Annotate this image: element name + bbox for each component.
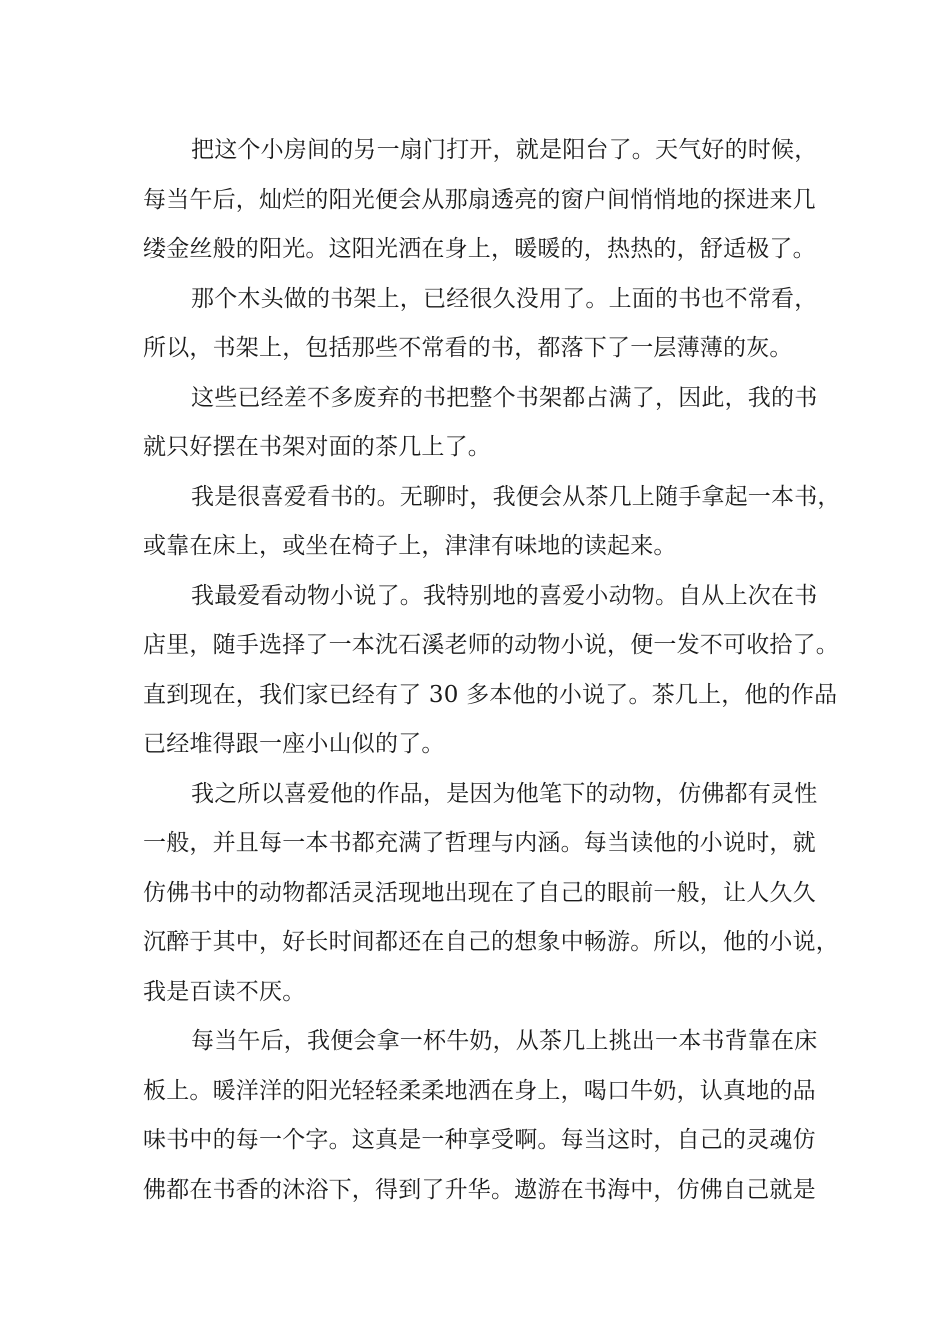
text-line: 沉醉于其中，好长时间都还在自己的想象中畅游。所以，他的小说， <box>143 929 839 955</box>
paragraph <box>143 374 833 473</box>
paragraph <box>143 770 839 1018</box>
text-line: 所以，书架上，包括那些不常看的书，都落下了一层薄薄的灰。 <box>143 335 793 361</box>
text-line: 直到现在，我们家已经有了 30 多本他的小说了。茶几上，他的作品 <box>143 681 838 708</box>
text-line: 把这个小房间的另一扇门打开，就是阳台了。天气好的时候， <box>191 137 818 163</box>
text-line: 或靠在床上，或坐在椅子上，津津有味地的读起来。 <box>143 533 677 559</box>
text-line: 我是百读不厌。 <box>143 978 306 1005</box>
text-line: 佛都在书香的沐浴下，得到了升华。遨游在书海中，仿佛自己就是 <box>143 1176 816 1203</box>
text-line: 缕金丝般的阳光。这阳光洒在身上，暖暖的，热热的，舒适极了。 <box>143 236 816 262</box>
paragraph <box>143 572 839 770</box>
text-line: 每当午后，灿烂的阳光便会从那扇透亮的窗户间悄悄地的探进来几 <box>143 186 816 213</box>
paragraph <box>143 126 833 275</box>
text-line: 我之所以喜爱他的作品，是因为他笔下的动物，仿佛都有灵性 <box>191 780 818 807</box>
text-line: 店里，随手选择了一本沈石溪老师的动物小说，便一发不可收拾了。 <box>143 632 839 658</box>
text-line: 每当午后，我便会拿一杯牛奶，从茶几上挑出一本书背靠在床 <box>191 1028 818 1054</box>
paragraph <box>143 473 841 572</box>
text-line: 我是很喜爱看书的。无聊时，我便会从茶几上随手拿起一本书， <box>191 483 841 510</box>
text-line: 我最爱看动物小说了。我特别地的喜爱小动物。自从上次在书 <box>191 582 818 609</box>
paragraph <box>143 275 833 374</box>
text-line: 那个木头做的书架上，已经很久没用了。上面的书也不常看， <box>191 285 818 312</box>
text-line: 板上。暖洋洋的阳光轻轻柔柔地洒在身上，喝口牛奶，认真地的品 <box>143 1077 816 1104</box>
text-line: 仿佛书中的动物都活灵活现地出现在了自己的眼前一般，让人久久 <box>143 879 816 906</box>
text-line: 这些已经差不多废弃的书把整个书架都占满了，因此，我的书 <box>191 384 818 411</box>
text-line: 已经堆得跟一座小山似的了。 <box>143 731 445 757</box>
paragraph <box>143 1017 833 1215</box>
document-body <box>143 126 841 1215</box>
text-line: 一般，并且每一本书都充满了哲理与内涵。每当读他的小说时，就 <box>143 830 816 856</box>
text-line: 就只好摆在书架对面的茶几上了。 <box>143 434 491 460</box>
text-line: 味书中的每一个字。这真是一种享受啊。每当这时，自己的灵魂仿 <box>143 1127 816 1153</box>
